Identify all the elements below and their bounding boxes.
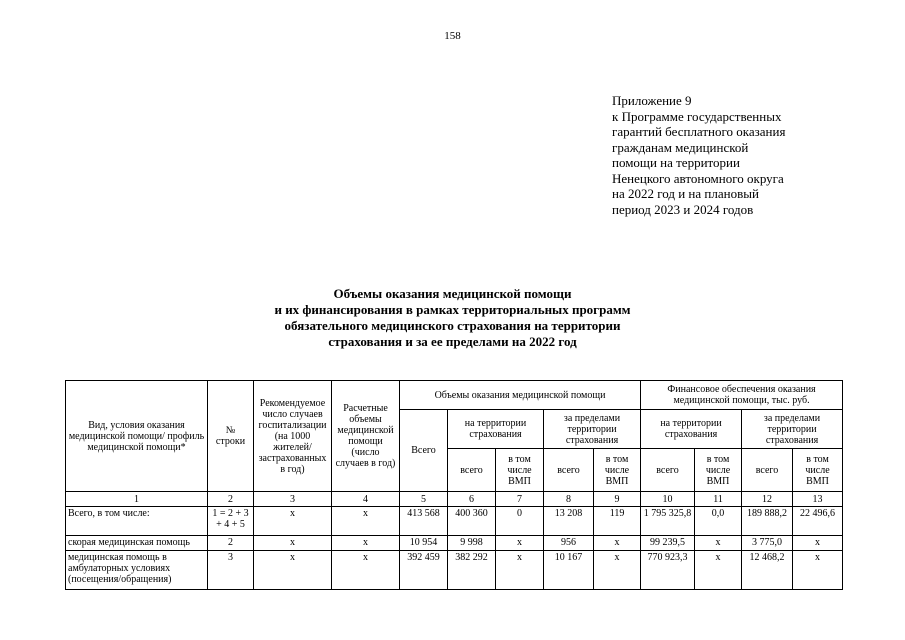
column-number: 1 xyxy=(66,492,208,507)
column-number: 7 xyxy=(496,492,544,507)
table-row xyxy=(66,536,843,551)
table-cell: х xyxy=(254,536,332,551)
title-line: страхования и за ее пределами на 2022 год xyxy=(328,334,577,349)
appendix-line: период 2023 и 2024 годов xyxy=(612,201,754,217)
table-cell: 9 998 xyxy=(448,536,496,551)
header-incl-vmp: в том числе ВМП xyxy=(496,449,544,492)
row-label: скорая медицинская помощь xyxy=(66,536,208,551)
table-cell: х xyxy=(594,551,641,590)
title-line: обязательного медицинского страхования на территории xyxy=(284,318,621,333)
appendix-line: гарантий бесплатного оказания xyxy=(612,124,786,139)
header-in-territory: на территории страхования xyxy=(448,410,544,449)
table-cell: 400 360 xyxy=(448,507,496,536)
header-volumes: Объемы оказания медицинской помощи xyxy=(400,381,641,410)
header-incl-vmp: в том числе ВМП xyxy=(695,449,742,492)
table-cell: 99 239,5 xyxy=(641,536,695,551)
column-number: 13 xyxy=(793,492,843,507)
header-finance-outside-territory: за пределами территории страхования xyxy=(742,410,843,449)
header-all: всего xyxy=(742,449,793,492)
appendix-line: гражданам медицинской xyxy=(612,139,749,155)
table-cell: х xyxy=(332,551,400,590)
header-finance-in-territory: на территории страхования xyxy=(641,410,742,449)
row-number: 1 = 2 + 3 + 4 + 5 xyxy=(208,507,254,536)
table-cell: х xyxy=(793,551,843,590)
row-number: 3 xyxy=(208,551,254,590)
table-cell: х xyxy=(496,551,544,590)
header-row-number: № строки xyxy=(208,381,254,492)
column-number: 11 xyxy=(695,492,742,507)
table-cell: х xyxy=(695,536,742,551)
page-number: 158 xyxy=(444,30,461,42)
volumes-table xyxy=(65,380,843,590)
header-finance: Финансовое обеспечения оказания медицинской помощи, тыс. руб. xyxy=(641,381,843,410)
header-incl-vmp: в том числе ВМП xyxy=(594,449,641,492)
table-cell: 1 795 325,8 xyxy=(641,507,695,536)
column-number: 3 xyxy=(254,492,332,507)
table-cell: 0,0 xyxy=(695,507,742,536)
column-number: 8 xyxy=(544,492,594,507)
table-cell: х xyxy=(332,536,400,551)
table-cell: 22 496,6 xyxy=(793,507,843,536)
table-cell: 0 xyxy=(496,507,544,536)
header-total: Всего xyxy=(400,410,448,492)
table-cell: х xyxy=(332,507,400,536)
column-number: 6 xyxy=(448,492,496,507)
table-cell: 3 775,0 xyxy=(742,536,793,551)
table-cell: х xyxy=(254,551,332,590)
table-row xyxy=(66,507,843,536)
table-row xyxy=(66,551,843,590)
column-number-row xyxy=(66,492,843,507)
header-recommended: Рекомендуемое число случаев госпитализации (на 1000 жителей/ застрахованных в год) xyxy=(254,381,332,492)
table-cell: 189 888,2 xyxy=(742,507,793,536)
appendix-line: на 2022 год и на плановый xyxy=(612,186,759,201)
table-cell: 13 208 xyxy=(544,507,594,536)
table-cell: 10 167 xyxy=(544,551,594,590)
header-outside-territory: за пределами территории страхования xyxy=(544,410,641,449)
table-cell: 413 568 xyxy=(400,507,448,536)
appendix-heading xyxy=(612,93,872,217)
appendix-line: Ненецкого автономного округа xyxy=(612,170,784,186)
table-cell: 10 954 xyxy=(400,536,448,551)
header-all: всего xyxy=(544,449,594,492)
column-number: 12 xyxy=(742,492,793,507)
table-cell: 956 xyxy=(544,536,594,551)
column-number: 10 xyxy=(641,492,695,507)
appendix-line: помощи на территории xyxy=(612,155,740,170)
table-cell: 770 923,3 xyxy=(641,551,695,590)
table-cell: 12 468,2 xyxy=(742,551,793,590)
row-label: медицинская помощь в амбулаторных условиях (посещения/обращения) xyxy=(66,551,208,590)
row-label: Всего, в том числе: xyxy=(66,507,208,536)
table-cell: х xyxy=(793,536,843,551)
table-cell: х xyxy=(496,536,544,551)
title-line: и их финансирования в рамках территориальных программ xyxy=(274,302,631,317)
table-cell: 382 292 xyxy=(448,551,496,590)
column-number: 2 xyxy=(208,492,254,507)
title-line: Объемы оказания медицинской помощи xyxy=(333,286,572,301)
column-number: 4 xyxy=(332,492,400,507)
appendix-line: Приложение 9 xyxy=(612,93,692,108)
row-number: 2 xyxy=(208,536,254,551)
header-type: Вид, условия оказания медицинской помощи/ профиль медицинской помощи* xyxy=(66,381,208,492)
column-number: 9 xyxy=(594,492,641,507)
header-estimated: Расчетные объемы медицинской помощи (число случаев в год) xyxy=(332,381,400,492)
header-incl-vmp: в том числе ВМП xyxy=(793,449,843,492)
table-cell: х xyxy=(254,507,332,536)
table-cell: 392 459 xyxy=(400,551,448,590)
table-cell: 119 xyxy=(594,507,641,536)
header-all: всего xyxy=(448,449,496,492)
column-number: 5 xyxy=(400,492,448,507)
table-cell: х xyxy=(695,551,742,590)
header-all: всего xyxy=(641,449,695,492)
appendix-line: к Программе государственных xyxy=(612,108,782,124)
document-title xyxy=(0,286,905,350)
table-cell: х xyxy=(594,536,641,551)
